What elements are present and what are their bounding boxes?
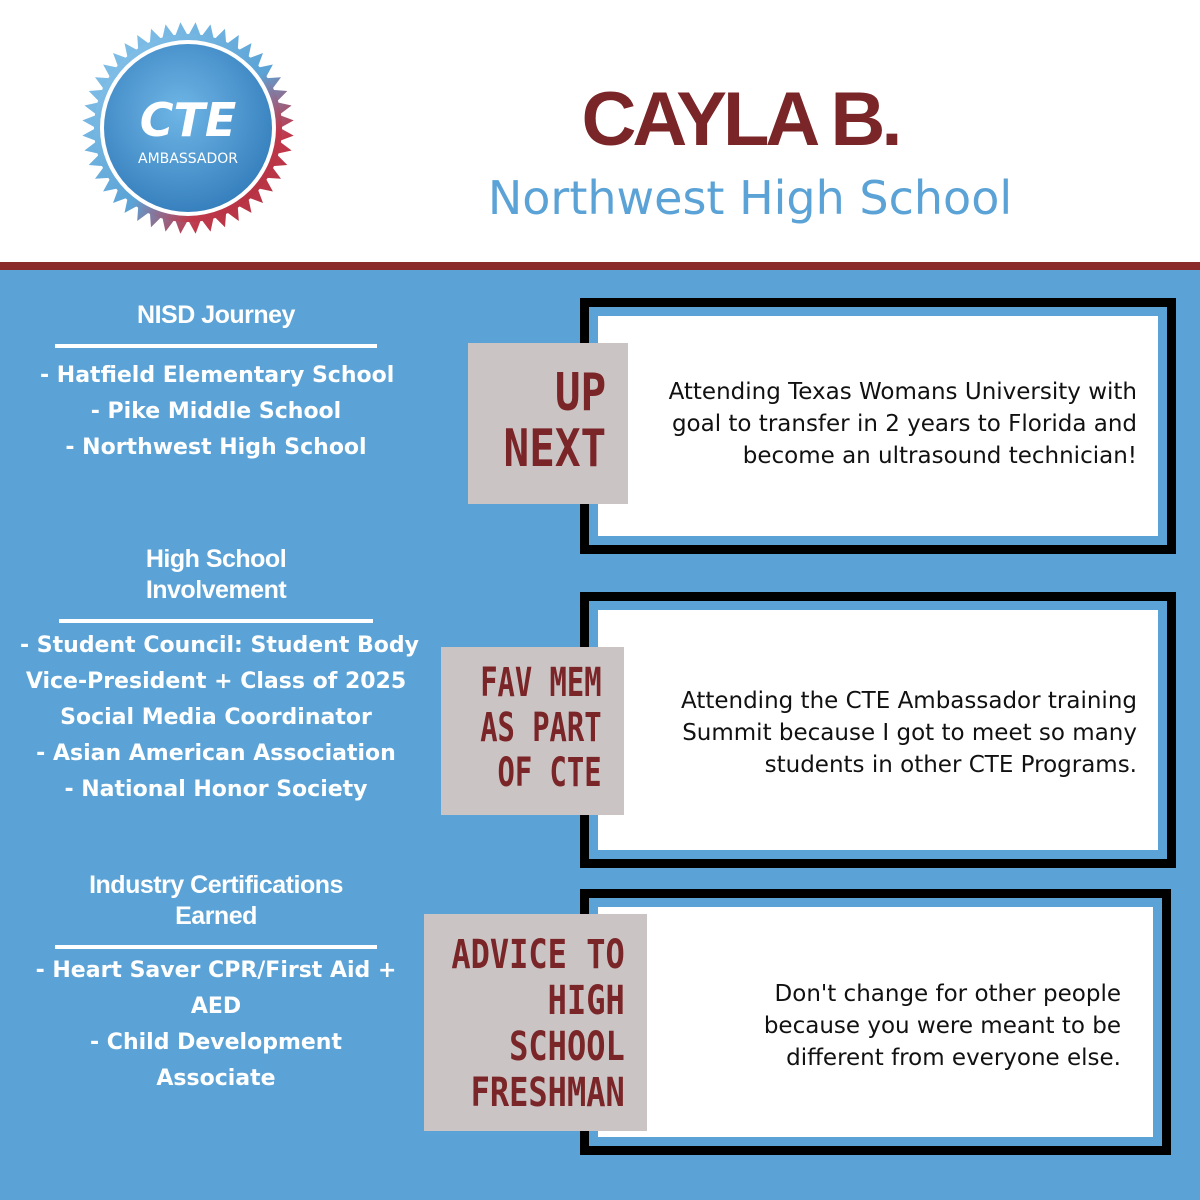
tag-line: FAV MEM: [480, 660, 602, 706]
list-item: - Pike Middle School: [90, 399, 342, 424]
text-line: different from everyone else.: [786, 1045, 1121, 1071]
section-divider: [59, 619, 373, 623]
text-line: because you were meant to be: [763, 1013, 1121, 1039]
fav-memory-tag: [441, 647, 624, 815]
list-item: AED: [190, 994, 242, 1019]
certifications-heading-line1: Industry Certifications: [89, 871, 343, 899]
section-divider: [55, 945, 377, 949]
text-line: students in other CTE Programs.: [764, 752, 1137, 778]
up-next-tag: [468, 343, 628, 504]
list-item: - Hatfield Elementary School: [40, 363, 395, 388]
involvement-list: [20, 628, 419, 808]
list-item: - Student Council: Student Body: [20, 633, 419, 658]
badge-title: CTE: [139, 93, 237, 147]
list-item: Social Media Coordinator: [60, 705, 372, 730]
nisd-journey-heading: NISD Journey: [137, 301, 295, 329]
tag-line: OF CTE: [497, 750, 602, 796]
up-next-text: [640, 376, 1137, 472]
text-line: goal to transfer in 2 years to Florida and: [671, 411, 1137, 437]
advice-tag: [424, 914, 647, 1131]
text-line: Don't change for other people: [774, 981, 1121, 1007]
certifications-section: [20, 870, 412, 1097]
certifications-list: [20, 953, 412, 1097]
up-next-tag-label: [503, 365, 606, 477]
list-item: Associate: [156, 1066, 276, 1091]
text-line: Attending Texas Womans University with: [668, 379, 1137, 405]
cte-ambassador-badge: [80, 20, 296, 236]
text-line: Summit because I got to meet so many: [682, 720, 1137, 746]
tag-line: SCHOOL: [509, 1024, 625, 1070]
tag-line: HIGH: [547, 978, 625, 1024]
certifications-heading-line2: Earned: [175, 902, 257, 930]
nisd-journey-section: [40, 300, 395, 466]
involvement-heading-line2: Involvement: [145, 576, 287, 604]
tag-line: AS PART: [480, 705, 602, 751]
header-divider: [0, 262, 1200, 270]
tag-line: ADVICE TO: [451, 932, 625, 978]
student-name: CAYLA B.: [581, 77, 899, 162]
tag-line: FRESHMAN: [470, 1070, 625, 1116]
badge-subtitle: AMBASSADOR: [138, 151, 238, 167]
list-item: Vice-President + Class of 2025: [25, 669, 407, 694]
list-item: - Asian American Association: [36, 741, 396, 766]
text-line: Attending the CTE Ambassador training: [680, 688, 1137, 714]
list-item: - Child Development: [90, 1030, 342, 1055]
fav-memory-tag-label: [481, 661, 602, 796]
list-item: - Northwest High School: [65, 435, 367, 460]
advice-tag-label: [452, 932, 625, 1116]
tag-line: NEXT: [503, 419, 606, 479]
school-name: Northwest High School: [487, 171, 1013, 225]
nisd-journey-list: [40, 358, 395, 466]
involvement-heading-line1: High School: [145, 545, 287, 573]
section-divider: [55, 344, 377, 348]
list-item: - Heart Saver CPR/First Aid +: [35, 958, 397, 983]
list-item: - National Honor Society: [64, 777, 368, 802]
tag-line: UP: [554, 363, 606, 423]
involvement-section: [20, 544, 419, 808]
advice-text: [660, 978, 1121, 1074]
text-line: become an ultrasound technician!: [742, 443, 1137, 469]
fav-memory-text: [640, 685, 1137, 781]
